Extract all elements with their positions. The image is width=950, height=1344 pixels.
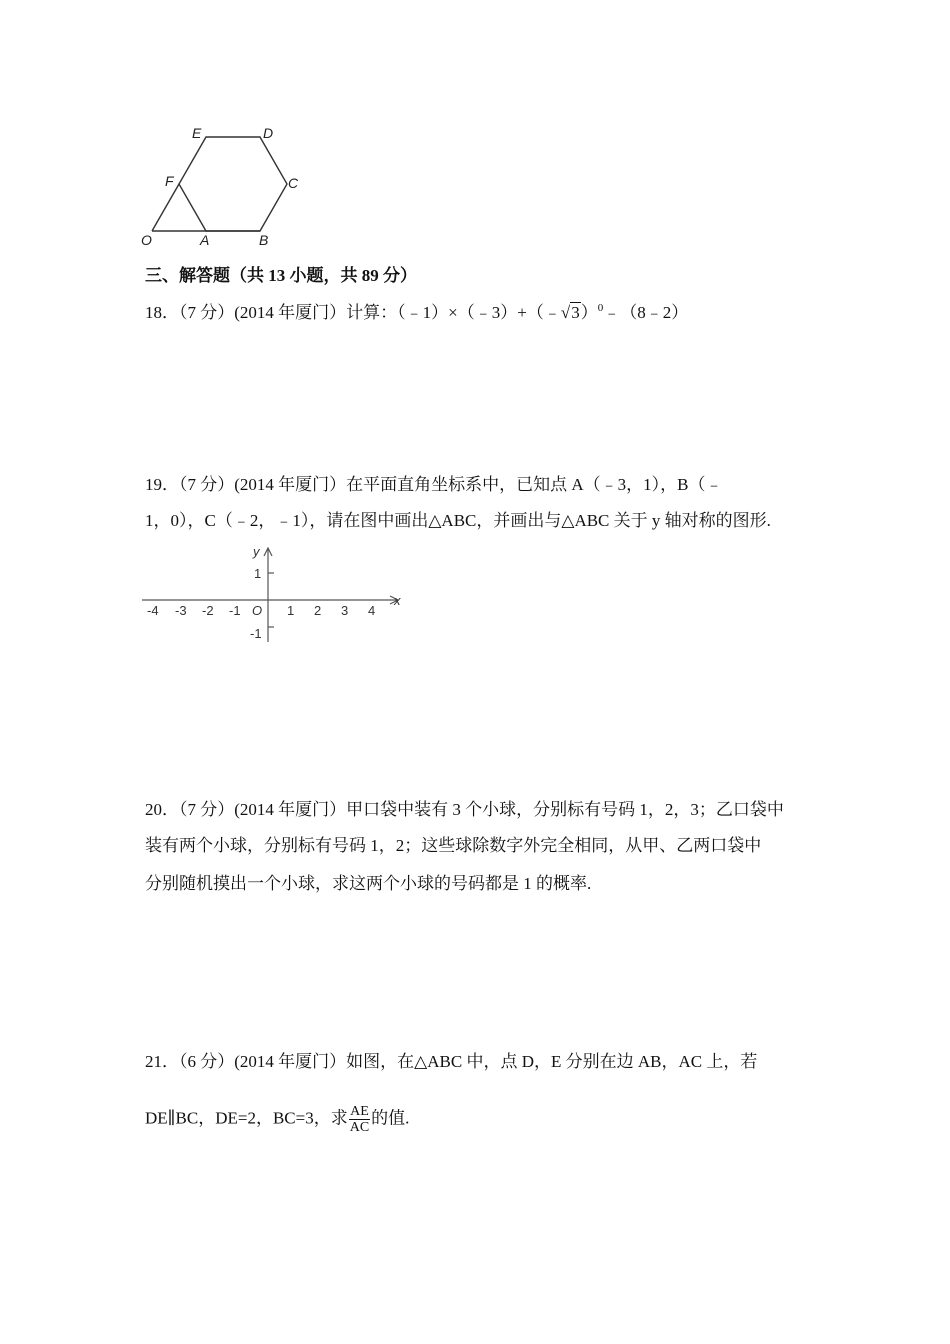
q18-radicand: 3 [571, 303, 580, 322]
fraction-denominator: AC [349, 1120, 370, 1135]
question-18 [145, 297, 688, 324]
label-B: B [259, 232, 269, 248]
question-20-line2: 装有两个小球，分别标有号码 1，2；这些球除数字外完全相同，从甲、乙两口袋中 [145, 836, 762, 855]
question-21-line1: 21．（6 分）(2014 年厦门）如图，在△ABC 中，点 D，E 分别在边 AB，AC 上，若 [145, 1052, 758, 1071]
question-19-line1 [145, 474, 723, 496]
fraction-AE-over-AC [349, 1104, 370, 1135]
q18-number: 18． [145, 303, 179, 322]
x-tick-neg4: -4 [147, 603, 159, 618]
x-tick-neg3: -3 [175, 603, 187, 618]
y-axis-label: y [253, 544, 260, 559]
section-title: 三、解答题（共 13 小题，共 89 分） [145, 266, 417, 285]
x-tick-1: 1 [287, 603, 295, 618]
y-tick-neg1: -1 [250, 626, 262, 641]
label-A: A [200, 232, 210, 248]
sqrt-symbol: √3 [560, 303, 580, 322]
label-O: O [141, 232, 152, 248]
q21-line2-b: 的值. [371, 1108, 410, 1128]
hexagon-ABCDEF [179, 137, 287, 231]
x-tick-2: 2 [314, 603, 322, 618]
q18-expr-c: ﹣（8﹣2） [603, 303, 689, 322]
fraction-numerator: AE [350, 1104, 369, 1119]
question-21-line2 [145, 1104, 409, 1135]
origin-label: O [252, 603, 263, 618]
question-20-line3: 分别随机摸出一个小球，求这两个小球的号码都是 1 的概率. [145, 874, 592, 893]
x-axis-label: x [394, 593, 401, 608]
q18-expr-a: （﹣1）×（﹣3）+（﹣ [397, 303, 561, 322]
label-E: E [192, 125, 202, 141]
x-tick-3: 3 [341, 603, 349, 618]
y-tick-1: 1 [254, 566, 262, 581]
q19-line1-text: （7 分）(2014 年厦门）在平面直角坐标系中，已知点 A（﹣3，1），B（﹣ [179, 475, 723, 494]
question-19-line2: 1，0），C（﹣2，﹣1），请在图中画出△ABC，并画出与△ABC 关于 y 轴对称的图形. [145, 511, 771, 530]
q18-expr-b: ） [580, 303, 598, 322]
segment-OF [152, 184, 179, 231]
x-tick-4: 4 [368, 603, 376, 618]
label-D: D [263, 125, 274, 141]
q19-number: 19． [145, 475, 179, 494]
q21-line2-a: DE∥BC，DE=2，BC=3，求 [145, 1108, 348, 1128]
coordinate-axes [140, 542, 410, 647]
q18-meta: （7 分）(2014 年厦门）计算： [179, 303, 398, 322]
x-tick-neg2: -2 [202, 603, 214, 618]
question-20-line1: 20．（7 分）(2014 年厦门）甲口袋中装有 3 个小球，分别标有号码 1，2，3；乙口袋中 [145, 800, 784, 819]
x-tick-neg1: -1 [229, 603, 241, 618]
label-C: C [288, 175, 299, 191]
label-F: F [165, 173, 174, 189]
q18-exponent: 0 [597, 302, 604, 314]
hexagon-figure [135, 118, 315, 253]
